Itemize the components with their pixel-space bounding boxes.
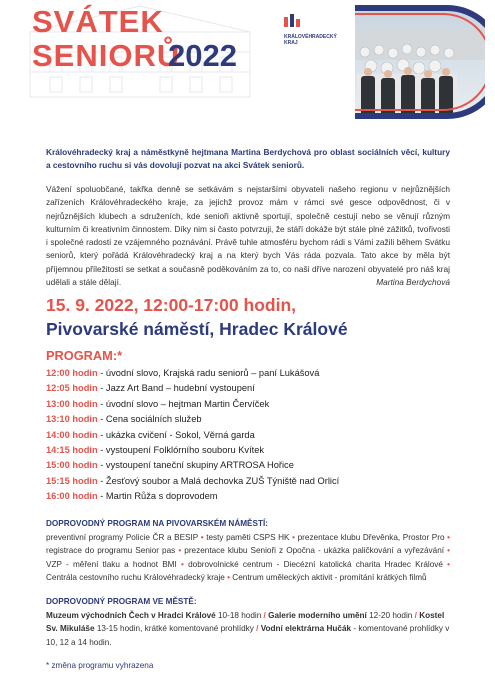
venue-hydro-plant: Vodní elektrárna Hučák <box>260 624 352 634</box>
header <box>0 0 495 125</box>
bullet-separator: • <box>200 533 204 542</box>
venue-church: Kostel Sv. Mikuláše <box>46 611 445 634</box>
logo-text-line-1: KRÁLOVÉHRADECKÝ <box>284 34 337 40</box>
title-line-1: SVÁTEK <box>32 4 164 39</box>
side-program-heading: DOPROVODNÝ PROGRAM NA PIVOVARSKÉM NÁMĚSTÍ: <box>46 519 268 528</box>
intro-paragraph: Královéhradecký kraj a náměstkyně hejtmana Martina Berdychová pro oblast sociálních věcí, kultury a cestovního ruchu si vás dovolují pozvat na akci Svátek seniorů. <box>46 147 450 171</box>
side-program-item: Centrála cestovního ruchu Královéhradecký kraje <box>46 572 225 582</box>
bullet-separator: • <box>447 533 451 542</box>
slash-separator: / <box>256 624 259 634</box>
program-item <box>46 381 450 396</box>
bullet-separator: • <box>178 546 182 556</box>
program-time: 15:00 hodin <box>46 460 98 471</box>
side-program-item: Centrum uměleckých aktivit - promítání krátkých filmů <box>232 572 427 582</box>
program-list <box>46 366 450 505</box>
side-program-item: registrace do programu Senior pas <box>46 546 176 556</box>
program-item <box>46 366 450 381</box>
bullet-separator: • <box>227 572 231 582</box>
program-text: - Jazz Art Band – hudební vystoupení <box>97 383 255 394</box>
program-text: - ukázka cvičení - Sokol, Věrná garda <box>97 429 255 440</box>
venue-museum-time: 10-18 hodin <box>215 611 264 620</box>
program-item <box>46 458 450 473</box>
program-heading: PROGRAM:* <box>46 348 123 363</box>
venue-church-time: 13-15 hodin, krátké komentované prohlídky <box>94 624 257 634</box>
city-program-text <box>46 609 450 649</box>
program-text: - úvodní slovo – hejtman Martin Červíček <box>97 398 270 409</box>
program-text: - Žesťový soubor a Malá dechovka ZUŠ Týniště nad Orlicí <box>97 475 340 486</box>
venue-hydro-plant-time: - komentované prohlídky v 10, 12 a 14 hodin. <box>46 624 450 647</box>
side-program-item: VZP - měření tlaku a hodnot BMI <box>46 559 177 569</box>
slash-separator: / <box>414 611 417 620</box>
side-program-item: prezentace klubu Senioři z Opočna - ukázka paličkování a vyřezávání <box>184 546 445 556</box>
program-text: - vystoupení Folklórního souboru Kvítek <box>97 445 265 456</box>
letter-paragraph: Vážení spoluobčané, takřka denně se setkávám s nejstaršími obyvateli našeho regionu v nejrůznějších zařízeních Královéhradeckého kraje, za jejichž provoz mám v rámci své gesce odpovědnost, či v nejrůznějších klubech a sdruženích, kde senioři aktivně sportují, společně cestují nebo se věnují různým kulturním či kreativním činnostem. Díky nim si často potvrzuji, že stáří dokáže být stále plné zážitků, tvořivosti i společné radosti ze vzájemného poznávání. Právě tuhle atmosféru bychom rádi s Vámi zažili během Svátku seniorů, který pořádá Královéhradecký kraj a na který bych Vás ráda pozvala. Tato akce by měla být příjemnou příležitostí se setkat a současně poděkováním za to, co naši dříve narození obyvatelé pro náš kraj udělali a stále dělají. <box>46 184 450 288</box>
program-text: - vystoupení taneční skupiny ARTROSA Hořice <box>97 460 294 471</box>
seniors-group-photo <box>335 0 485 122</box>
program-time: 12:00 hodin <box>46 368 98 378</box>
program-item <box>46 443 450 458</box>
program-time: 14:15 hodin <box>46 445 98 456</box>
bullet-separator: • <box>447 546 450 556</box>
program-text: - Cena sociálních služeb <box>97 414 202 425</box>
region-logo-icon <box>284 14 328 30</box>
logo-text-line-2: KRAJ <box>284 40 298 46</box>
program-item <box>46 428 450 443</box>
side-program-text <box>46 531 450 584</box>
venue-gallery: Galerie moderního umění <box>268 611 367 620</box>
footnote: * změna programu vyhrazena <box>46 661 154 670</box>
bullet-separator: • <box>181 559 184 569</box>
title-year: 2022 <box>168 38 237 73</box>
event-place: Pivovarské náměstí, Hradec Králové <box>46 319 348 339</box>
slash-separator: / <box>263 611 266 620</box>
program-time: 13:10 hodin <box>46 414 98 425</box>
title-line-2: SENIORŮ <box>32 38 181 73</box>
program-text: - úvodní slovo, Krajská radu seniorů – paní Lukášová <box>97 368 320 378</box>
program-time: 14:00 hodin <box>46 429 98 440</box>
bullet-separator: • <box>292 533 295 542</box>
event-date: 15. 9. 2022, 12:00-17:00 hodin, <box>46 295 296 315</box>
side-program-item: prezentace klubu Dřevěnka, Prostor Pro <box>297 533 445 542</box>
bullet-separator: • <box>447 559 451 569</box>
program-time: 16:00 hodin <box>46 491 98 502</box>
program-item <box>46 412 450 427</box>
program-item <box>46 489 450 504</box>
program-item <box>46 474 450 489</box>
signature: Martina Berdychová <box>376 277 450 287</box>
side-program-item: testy paměti CSPS HK <box>206 533 290 542</box>
side-program-item: dobrovolnické centrum - Diecézní katolická charita Hradec Králové <box>188 559 443 569</box>
venue-museum: Muzeum východních Čech v Hradci Králové <box>46 611 216 620</box>
side-program-item: preventivní programy Policie ČR a BESIP <box>46 533 199 542</box>
program-time: 12:05 hodin <box>46 383 98 394</box>
program-time: 15:15 hodin <box>46 475 98 486</box>
region-logo-text <box>284 34 337 46</box>
city-program-heading: DOPROVODNÝ PROGRAM VE MĚSTĚ: <box>46 597 197 606</box>
program-item <box>46 397 450 412</box>
venue-gallery-time: 12-20 hodin <box>366 611 415 620</box>
program-time: 13:00 hodin <box>46 398 98 409</box>
program-text: - Martin Růža s doprovodem <box>97 491 218 502</box>
